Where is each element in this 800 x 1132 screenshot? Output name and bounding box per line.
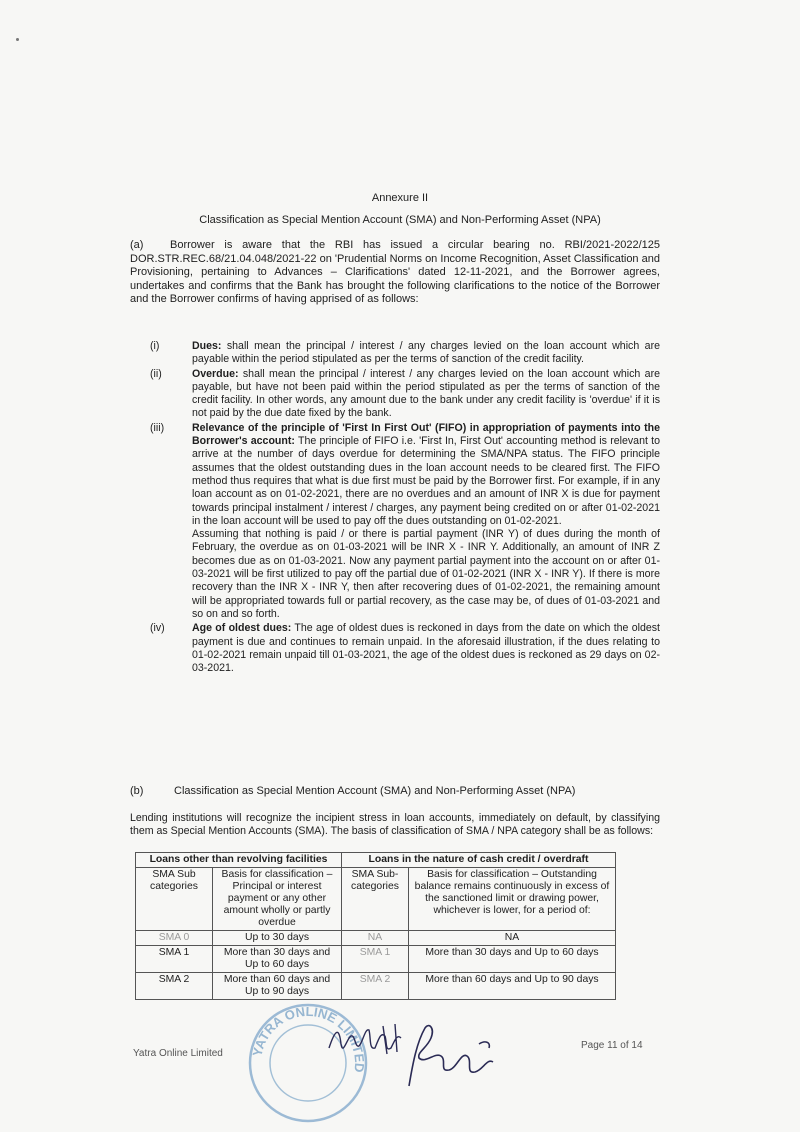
section-b-heading (130, 785, 660, 797)
cell-sma-category-cc: SMA 1 (342, 946, 409, 973)
sma-classification-table (135, 852, 616, 1000)
item-text-continued: Assuming that nothing is paid / or there is partial payment (INR Y) of dues during the month of February, the overdue as on 01-03-2021 will be INR X - INR Y. Additionally, an amount of INR Z becomes due as on 01-03-2021. Now any payment partial payment into the account on or after 01-03-2021 will be first utilized to pay off the partial due of 01-02-2021 (INR X - INR Y). If there is more recovery than the INR X - INR Y, then after recovering dues of 01-02-2021, the remaining amount will be appropriated towards full or partial recovery, as the case may be, of dues of 01-03-2021 and so on and so forth. (192, 528, 660, 620)
section-b-label: (b) (130, 785, 144, 797)
table-head-left: Loans other than revolving facilities (136, 853, 342, 868)
item-number: (i) (150, 340, 160, 352)
item-term: Dues: (192, 340, 222, 352)
document-title: Classification as Special Mention Account (SMA) and Non-Performing Asset (NPA) (199, 214, 601, 226)
lending-paragraph: Lending institutions will recognize the incipient stress in loan accounts, immediately on default, by classifying them as Special Mention Accounts (SMA). The basis of classification of SMA / NPA category shall be as follows: (130, 812, 660, 838)
paragraph-a-text: Borrower is aware that the RBI has issued a circular bearing no. RBI/2021-2022/125 DOR.STR.REC.68/21.04.048/2021-22 on 'Prudential Norms on Income Recognition, Asset Classification and Provisioning, pertaining to Advances – Clarifications' dated 12-11-2021, and the Borrower agrees, undertakes and confirms that the Bank has brought the following clarifications to the notice of the Borrower and the Borrower confirms of having apprised of as follows: (130, 239, 660, 306)
section-b-title: Classification as Special Mention Account (SMA) and Non-Performing Asset (NPA) (174, 785, 576, 797)
annexure-heading: Annexure II (371, 192, 429, 204)
item-term: Age of oldest dues: (192, 622, 292, 635)
definitions-list (150, 340, 660, 676)
item-term: Relevance of the principle of 'First In First Out' (FIFO) in appropriation of payments into the Borrower's account: (192, 421, 660, 448)
scan-speck (16, 38, 19, 41)
definition-item-dues (150, 340, 660, 367)
item-number: (ii) (150, 367, 162, 380)
cell-basis: More than 60 days and Up to 90 days (213, 973, 342, 1000)
cell-basis-cc: NA (409, 931, 616, 946)
definition-item-overdue (150, 368, 660, 421)
table-row (136, 931, 616, 946)
item-number: (iii) (150, 421, 165, 434)
table-row (136, 946, 616, 973)
item-term: Overdue: (192, 367, 239, 380)
item-number: (iv) (150, 622, 165, 635)
cell-sma-category: SMA 2 (136, 973, 213, 1000)
item-text: The principle of FIFO i.e. 'First In, First Out' accounting method is relevant to arrive at the number of days overdue for determining the SMA/NPA status. The FIFO principle assumes that the oldest outstanding dues in the loan account needs to be cleared first. The FIFO method thus requires that what is due first must be paid by the Borrower first. For example, if in any loan account as on 01-02-2021, there are no overdues and an amount of INR X is due for payment towards principal instalment / interest / charges, any payment being credited on or after 01-02-2021 in the loan account will be used to pay off the dues outstanding on 01-02-2021. (192, 435, 661, 527)
table-header-row (136, 853, 616, 868)
col-basis-overdue: Basis for classification – Principal or interest payment or any other amount wholly or partly overdue (213, 868, 342, 931)
definition-item-age (150, 622, 660, 675)
col-sma-sub-categories-cc: SMA Sub-categories (342, 868, 409, 931)
paragraph-a (130, 239, 660, 307)
col-sma-sub-categories: SMA Sub categories (136, 868, 213, 931)
footer-company: Yatra Online Limited (133, 1048, 223, 1059)
cell-sma-category-cc: NA (342, 931, 409, 946)
cell-sma-category: SMA 1 (136, 946, 213, 973)
cell-sma-category-cc: SMA 2 (342, 973, 409, 1000)
signature-2 (395, 1012, 505, 1092)
col-basis-outstanding: Basis for classification – Outstanding balance remains continuously in excess of the sanctioned limit or drawing power, whichever is lower, for a period of: (409, 868, 616, 931)
table-row (136, 973, 616, 1000)
cell-basis-cc: More than 60 days and Up to 90 days (409, 973, 616, 1000)
table-head-right: Loans in the nature of cash credit / overdraft (342, 853, 616, 868)
cell-sma-category: SMA 0 (136, 931, 213, 946)
cell-basis-cc: More than 30 days and Up to 60 days (409, 946, 616, 973)
table-subheader-row (136, 868, 616, 931)
item-text: shall mean the principal / interest / any charges levied on the loan account which are payable within the period stipulated as per the terms of sanction of the credit facility. (192, 340, 660, 366)
definition-item-fifo (150, 422, 660, 621)
seal-text: YATRA ONLINE LIMITED (249, 1003, 368, 1074)
cell-basis: Up to 30 days (213, 931, 342, 946)
cell-basis: More than 30 days and Up to 60 days (213, 946, 342, 973)
item-text: shall mean the principal / interest / any charges levied on the loan account which are payable, but have not been paid within the period stipulated as per the terms of sanction of the credit facility. In other words, any amount due to the bank under any credit facility is 'overdue' if it is not paid by the due date fixed by the bank. (192, 367, 660, 420)
paragraph-a-label: (a) (130, 239, 144, 251)
footer-page-number: Page 11 of 14 (581, 1040, 643, 1051)
item-text: The age of oldest dues is reckoned in days from the date on which the oldest payment is due and continues to remain unpaid. In the aforesaid illustration, if the dues relating to 01-02-2021 remain unpaid till 01-03-2021, the age of the oldest dues is reckoned as 29 days on 02-03-2021. (192, 622, 660, 675)
